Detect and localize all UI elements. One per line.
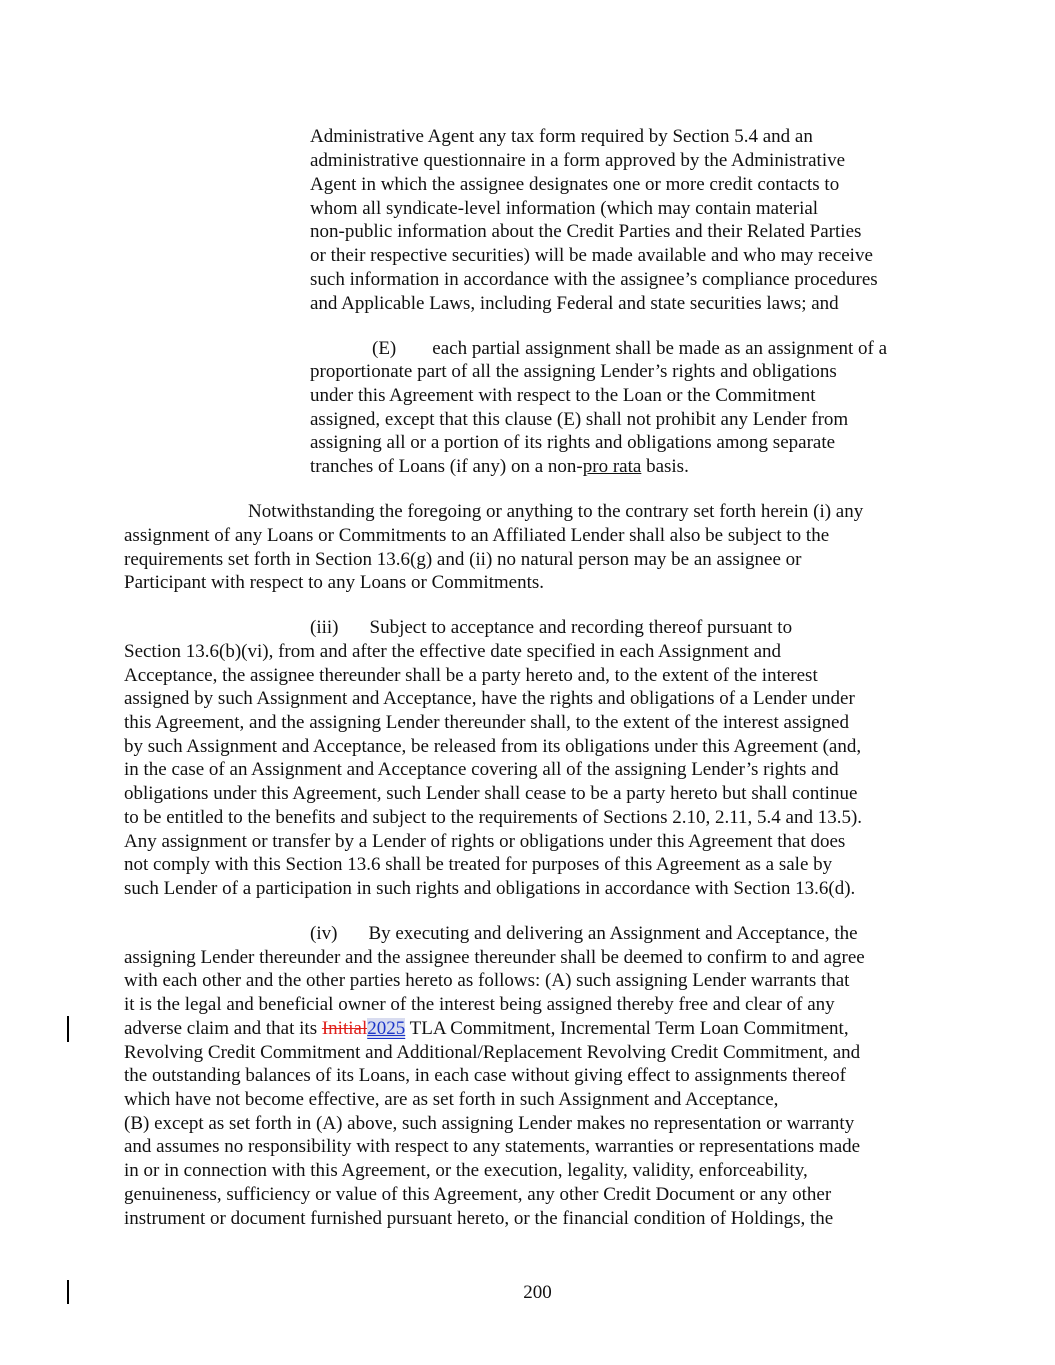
text-line: Administrative Agent any tax form required by Section 5.4 and an: [310, 126, 813, 147]
clause-e-last-post: basis.: [641, 456, 689, 477]
text-line: or their respective securities) will be made available and who may receive: [310, 245, 873, 266]
text-line: administrative questionnaire in a form approved by the Administrative: [310, 150, 846, 171]
text-line: such Lender of a participation in such rights and obligations in accordance with Section 13.6(d).: [124, 878, 856, 899]
text-line: the outstanding balances of its Loans, in each case without giving effect to assignments thereof: [124, 1065, 846, 1086]
clause-e-last-pre: tranches of Loans (if any) on a non-: [310, 456, 583, 477]
text-line: non-public information about the Credit Parties and their Related Parties: [310, 221, 862, 242]
text-line: genuineness, sufficiency or value of this Agreement, any other Credit Document or any other: [124, 1184, 832, 1205]
clause-iii-marker: (iii): [310, 617, 339, 638]
clause-e-last-line: [310, 455, 689, 479]
text-line: which have not become effective, are as set forth in such Assignment and Acceptance,: [124, 1089, 779, 1110]
redline-line: [124, 1017, 849, 1041]
text-line: Any assignment or transfer by a Lender of rights or obligations under this Agreement that does: [124, 831, 846, 852]
deleted-text: Initial: [321, 1018, 368, 1039]
pro-rata-underlined: pro rata: [582, 456, 642, 477]
clause-e-marker: (E): [372, 338, 397, 359]
text-line: to be entitled to the benefits and subject to the requirements of Sections 2.10, 2.11, 5.4 and 13.5).: [124, 807, 863, 828]
clause-iii-first-text: Subject to acceptance and recording thereof pursuant to: [369, 617, 793, 638]
text-line: obligations under this Agreement, such Lender shall cease to be a party hereto but shall continue: [124, 783, 858, 804]
clause-iv-first-line: [310, 922, 858, 946]
inserted-text: 2025: [367, 1018, 406, 1039]
text-line: Acceptance, the assignee thereunder shall be a party hereto and, to the extent of the interest: [124, 665, 818, 686]
page-number: 200: [523, 1282, 552, 1303]
text-line: whom all syndicate-level information (which may contain material: [310, 198, 819, 219]
text-line: assigned by such Assignment and Acceptance, have the rights and obligations of a Lender under: [124, 688, 855, 709]
clause-e-first-text: each partial assignment shall be made as an assignment of a: [432, 338, 888, 359]
text-line: under this Agreement with respect to the Loan or the Commitment: [310, 385, 816, 406]
text-line: Section 13.6(b)(vi), from and after the effective date specified in each Assignment and: [124, 641, 782, 662]
text-line: with each other and the other parties hereto as follows: (A) such assigning Lender warrants that: [124, 970, 850, 991]
text-line: assigned, except that this clause (E) shall not prohibit any Lender from: [310, 409, 849, 430]
text-line: Revolving Credit Commitment and Additional/Replacement Revolving Credit Commitment, and: [124, 1042, 861, 1063]
clause-iv-first-text: By executing and delivering an Assignment and Acceptance, the: [368, 923, 858, 944]
redline-pre: adverse claim and that its: [124, 1018, 322, 1039]
text-line: Agent in which the assignee designates one or more credit contacts to: [310, 174, 840, 195]
text-line: in or in connection with this Agreement, or the execution, legality, validity, enforceability,: [124, 1160, 808, 1181]
text-line: by such Assignment and Acceptance, be released from its obligations under this Agreement (and,: [124, 736, 862, 757]
text-line: such information in accordance with the assignee’s compliance procedures: [310, 269, 878, 290]
text-line: assignment of any Loans or Commitments to an Affiliated Lender shall also be subject to the: [124, 525, 830, 546]
text-line: in the case of an Assignment and Acceptance covering all of the assigning Lender’s rights and: [124, 759, 839, 780]
text-line: assigning Lender thereunder and the assignee thereunder shall be deemed to confirm to and agree: [124, 947, 865, 968]
text-line: instrument or document furnished pursuant hereto, or the financial condition of Holdings, the: [124, 1208, 834, 1229]
text-line: Notwithstanding the foregoing or anything to the contrary set forth herein (i) any: [248, 501, 864, 522]
text-line: and Applicable Laws, including Federal and state securities laws; and: [310, 293, 839, 314]
change-bar-redline: [67, 1016, 69, 1042]
clause-iii-first-line: [310, 616, 792, 640]
text-line: Participant with respect to any Loans or Commitments.: [124, 572, 545, 593]
text-line: it is the legal and beneficial owner of the interest being assigned thereby free and clear of any: [124, 994, 835, 1015]
text-line: proportionate part of all the assigning Lender’s rights and obligations: [310, 361, 837, 382]
text-line: not comply with this Section 13.6 shall be treated for purposes of this Agreement as a sale by: [124, 854, 833, 875]
text-line: and assumes no responsibility with respect to any statements, warranties or representations made: [124, 1136, 861, 1157]
redline-post: TLA Commitment, Incremental Term Loan Commitment,: [405, 1018, 849, 1039]
clause-iv-marker: (iv): [310, 923, 338, 944]
text-line: (B) except as set forth in (A) above, such assigning Lender makes no representation or warranty: [124, 1113, 855, 1134]
text-line: requirements set forth in Section 13.6(g) and (ii) no natural person may be an assignee or: [124, 549, 802, 570]
text-line: assigning all or a portion of its rights and obligations among separate: [310, 432, 836, 453]
clause-e-first-line: [372, 337, 887, 361]
text-line: this Agreement, and the assigning Lender thereunder shall, to the extent of the interest assigned: [124, 712, 849, 733]
